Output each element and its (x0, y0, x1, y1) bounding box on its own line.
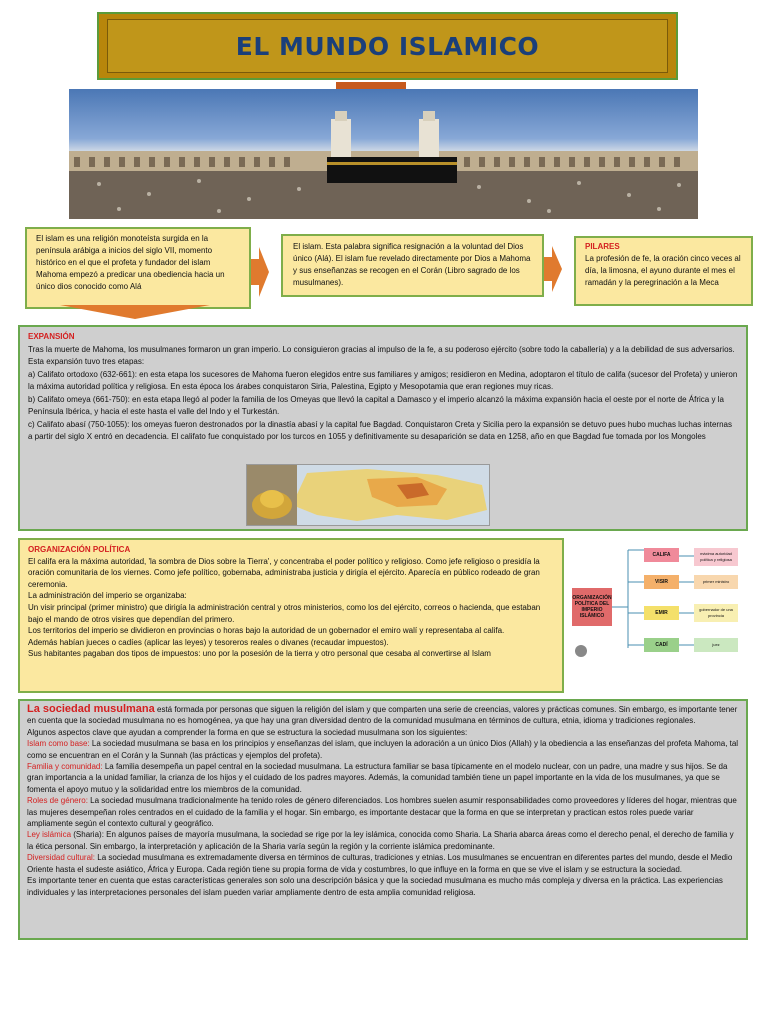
arrow-down-icon (60, 305, 210, 319)
organization-diagram (566, 540, 751, 668)
sociedad-item-text: La sociedad musulmana es extremadamente diversa en términos de culturas, tradiciones y etnias. Los musulmanes se encuentran en diferentes partes del mundo, desde el Medio Oriente hasta el sudeste asiático, África y Europa. Cada región tiene su propia forma de vida y costumbres, lo que influye en la forma en que se vive el islam y se estructura la sociedad. (27, 853, 733, 874)
sociedad-item-text: (Sharia): En algunos países de mayoría musulmana, la sociedad se rige por la ley islámica, conocida como Sharia. La Sharia abarca áreas como el derecho penal, el derecho de familia y la ética personal. Sin embargo, la interpretación y aplicación de la Sharia varía según la región y la corriente islámica predominante. (27, 830, 734, 851)
expansion-paragraph: b) Califato omeya (661-750): en esta etapa llegó al poder la familia de los Omeyas que llevó la capital a Damasco y el imperio alcanzó la máxima expansión hacia el oeste por el norte de África y la Península Ibérica, y hacia el este hasta el valle del Indo y el Turkestán. (28, 394, 724, 416)
node-desc: máxima autoridad política y religiosa (700, 551, 732, 562)
expansion-map (246, 464, 490, 526)
organizacion-heading: ORGANIZACIÓN POLÍTICA (28, 545, 131, 554)
node-label: CADÍ (655, 642, 668, 648)
expansion-paragraph: c) Califato abasí (750-1055): los omeyas fueron destronados por la dinastía abasí y la capital fue Bagdad. Conquistaron Creta y Sicilia pero la expansión se detuvo pues hubo muchas luchas internas a partir del siglo X entró en decadencia. El califato fue conquistado por los turcos en 1055 y definitivamente su desaparición se data en 1258, año en que Bagdad fue tomada por los Mongoles (28, 419, 732, 441)
node-label: EMIR (655, 610, 668, 616)
intro-box (25, 227, 251, 309)
expansion-paragraph: Tras la muerte de Mahoma, los musulmanes formaron un gran imperio. Lo consiguieron gracias al impulso de la fe, a su poderoso ejército (sobre todo la caballería) y a la debilidad de sus adversarios. Esta expansión tuvo tres etapas: (28, 344, 735, 366)
pilares-text: La profesión de fe, la oración cinco veces al día, la limosna, el ayuno durante el mes el ramadán y la peregrinación a la Meca (585, 254, 741, 287)
node-desc: gobernador de una provincia (699, 607, 733, 618)
pilares-heading: PILARES (585, 242, 620, 251)
sociedad-item-label: Ley islámica (27, 830, 72, 840)
title-connector (336, 82, 406, 89)
diagram-node-califa (644, 548, 679, 562)
expansion-heading: EXPANSIÓN (28, 332, 75, 341)
mecca-photo (69, 89, 698, 219)
sociedad-item (27, 852, 739, 875)
sociedad-item-text: La familia desempeña un papel central en la sociedad musulmana. La estructura familiar se basa típicamente en el modelo nuclear, con un padre, una madre y sus hijos. Se da gran importancia a la unidad familiar, la crianza de los hijos y el cuidado de los padres mayores. Además, la comunidad también tiene un papel importante en la vida de los musulmanes, ya que se fomenta el apoyo mutuo y la solidaridad entre los miembros de la comunidad. (27, 762, 728, 794)
diagram-root-label: ORGANIZACIÓN POLÍTICA DEL IMPERIO ISLÁMICO (572, 595, 612, 619)
sociedad-box (18, 699, 748, 940)
diagram-node-cadi (644, 638, 679, 652)
sociedad-heading: La sociedad musulmana (27, 703, 155, 715)
page-title: EL MUNDO ISLAMICO (235, 31, 540, 61)
map-illustration (247, 465, 490, 526)
intro-text: El islam es una religión monoteísta surgida en la península arábiga a inicios del siglo VII, momento histórico en el que el profeta y fundador del islam Mahoma empezó a predicar una obediencia hacia un único dios conocido como Alá (36, 234, 225, 291)
sociedad-item-text: La sociedad musulmana tradicionalmente ha tenido roles de género diferenciados. Los hombres suelen asumir responsabilidades como proveedores y líderes del hogar, mientras que las mujeres desempeñan roles centrados en el cuidado de la familia y el hogar. Sin embargo, es importante destacar que la forma en que se interpretan y practican estos roles puede variar ampliamente según el contexto cultural y geográfico. (27, 796, 737, 829)
node-label: CALIFA (652, 552, 671, 558)
islam-definition-text: El islam. Esta palabra significa resignación a la voluntad del Dios único (Alá). El islam fue revelado directamente por Dios a Mahoma y sus enseñanzas se recogen en el Corán (Libro sagrado de los musulmanes). (293, 242, 531, 287)
diagram-node-visir (644, 575, 679, 589)
organizacion-paragraph: La administración del imperio se organizaba: (28, 591, 187, 601)
diagram-desc-emir (694, 604, 738, 622)
organizacion-paragraph: Además habían jueces o cadíes (aplicar las leyes) y tesoreros reales o divanes (recaudar impuestos). (28, 637, 389, 647)
expansion-paragraph: a) Califato ortodoxo (632-661): en esta etapa los sucesores de Mahoma fueron elegidos entre sus familiares y amigos; residieron en Medina, adoptaron el título de califa (sucesor del Profeta) y unieron la máxima autoridad política y religiosa. En esta época los árabes conquistaron Siria, Palestina, Egipto y Mesopotamia que eran regiones muy ricas. (28, 369, 738, 391)
arrow-right-icon (544, 246, 562, 292)
title-banner (97, 12, 678, 80)
diagram-node-emir (644, 606, 679, 620)
sociedad-intro (27, 704, 739, 727)
organizacion-box (18, 538, 564, 693)
sociedad-item (27, 829, 739, 852)
islam-definition-box (281, 234, 544, 297)
node-desc: juez (712, 642, 720, 647)
sociedad-item (27, 738, 739, 761)
mecca-illustration (69, 89, 698, 219)
sociedad-item-label: Islam como base: (27, 739, 90, 749)
sociedad-item (27, 761, 739, 795)
diagram-desc-cadi (694, 638, 738, 652)
sociedad-item-text: La sociedad musulmana se basa en los principios y enseñanzas del islam, que incluyen la adoración a un único Dios (Allah) y la obediencia a las enseñanzas del profeta Mahoma, tal como se encuentran en el Corán y la Sunnah (las prácticas y ejemplos del profeta). (27, 739, 739, 760)
pilares-box (574, 236, 753, 306)
sociedad-item (27, 795, 739, 829)
sociedad-aspects-intro: Algunos aspectos clave que ayudan a comprender la forma en que se estructura la sociedad musulmana son los siguientes: (27, 727, 468, 737)
node-label: VISIR (654, 579, 669, 585)
organizacion-paragraph: Los territorios del imperio se dividieron en provincias o horas bajo la autoridad de un gobernador el emiro walí y representaba al califa. (28, 626, 505, 636)
arrow-right-icon (251, 247, 269, 297)
diagram-root (572, 588, 612, 626)
organizacion-paragraph: El califa era la máxima autoridad, 'la sombra de Dios sobre la Tierra', y concentraba el poder político y religioso. Como jefe religioso o presidía la oración comunitaria de los viernes. Como jefe político, gobernaba, administraba justicia y dirigía el ejército. Aparecía en público rodeado de gran ceremonia. (28, 556, 540, 589)
sociedad-item-label: Familia y comunidad: (27, 762, 103, 772)
sociedad-item-label: Roles de género: (27, 796, 88, 806)
organizacion-paragraph: Sus habitantes pagaban dos tipos de impuestos: uno por la posesión de la tierra y otro personal que cesaba al convertirse al Islam (28, 649, 491, 659)
diagram-desc-califa (694, 548, 738, 566)
sociedad-item-label: Diversidad cultural: (27, 853, 96, 863)
organizacion-paragraph: Un visir principal (primer ministro) que dirigía la administración central y otros ministerios, como los del ejército, correos o hacienda, que estaban bajo el mando de otros visires que dependían del primero. (28, 602, 541, 624)
node-desc: primer ministro (702, 579, 730, 584)
sociedad-intro-text: está formada por personas que siguen la religión del islam y que comparten una serie de creencias, valores y prácticas comunes. Sin embargo, es importante tener en cuenta que la sociedad musulmana no es homogénea, ya que hay una gran diversidad dentro de la comunidad musulmana en términos de cultura, etnia, idioma y tradiciones regionales. (27, 705, 738, 726)
diagram-desc-visir (694, 575, 738, 589)
sociedad-closing: Es importante tener en cuenta que estas características generales son solo una descripción básica y que la sociedad musulmana es mucho más compleja y diversa en la práctica. Las experiencias individuales y las interpretaciones personales del islam pueden variar ampliamente dentro de esta amplia comunidad religiosa. (27, 876, 723, 897)
